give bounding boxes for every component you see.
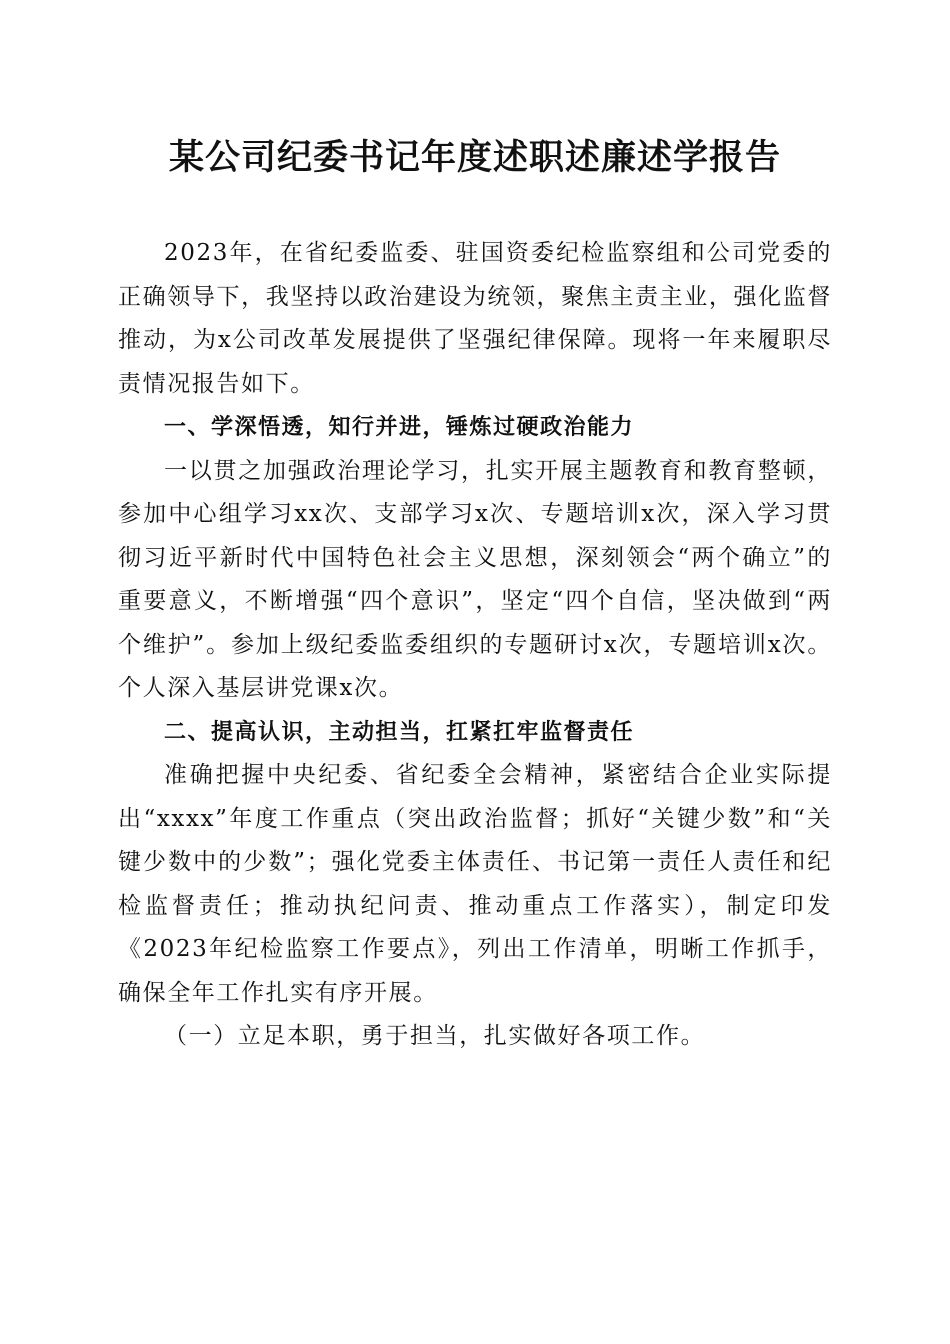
section-2-subheading: （一）立足本职，勇于担当，扎实做好各项工作。 [164, 1023, 706, 1049]
section-2-heading: 二、提高认识，主动担当，扛紧扛牢监督责任 [164, 719, 635, 745]
document-body [118, 232, 832, 1059]
document-title: 某公司纪委书记年度述职述廉述学报告 [168, 137, 781, 178]
section-1-heading: 一、学深悟透，知行并进，锤炼过硬政治能力 [164, 415, 635, 440]
intro-paragraph: 2023年，在省纪委监委、驻国资委纪检监察组和公司党委的正确领导下，我坚持以政治建设为统领，聚焦主责主业，强化监督推动，为x公司改革发展提供了坚强纪律保障。现将一年来履职尽责情况报告如下。 [118, 240, 832, 397]
section-2-paragraph: 准确把握中央纪委、省纪委全会精神，紧密结合企业实际提出“xxxx”年度工作重点（突出政治监督；抓好“关键少数”和“关键少数中的少数”；强化党委主体责任、书记第一责任人责任和纪检监督责任；推动执纪问责、推动重点工作落实），制定印发《2023年纪检监察工作要点》，列出工作清单，明晰工作抓手，确保全年工作扎实有序开展。 [118, 762, 832, 1006]
section-1-paragraph: 一以贯之加强政治理论学习，扎实开展主题教育和教育整顿，参加中心组学习xx次、支部学习x次、专题培训x次，深入学习贯彻习近平新时代中国特色社会主义思想，深刻领会“两个确立”的重要意义，不断增强“四个意识”，坚定“四个自信，坚决做到“两个维护”。参加上级纪委监委组织的专题研讨x次，专题培训x次。个人深入基层讲党课x次。 [118, 457, 832, 701]
